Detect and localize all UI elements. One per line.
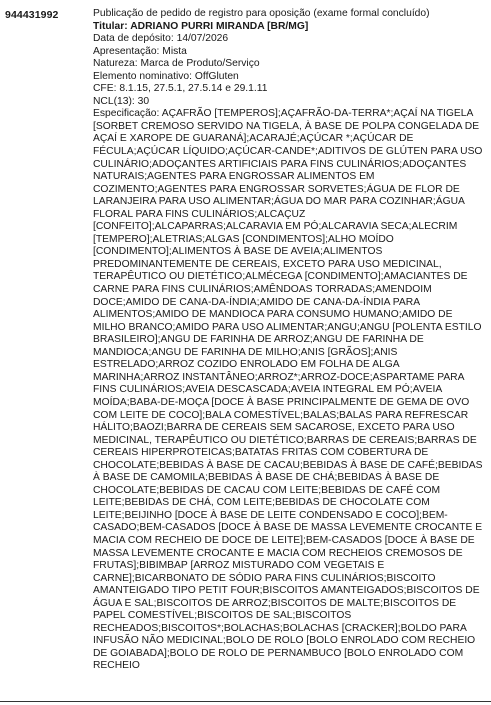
entry-details bbox=[93, 8, 485, 673]
ncl-value: 30 bbox=[137, 95, 150, 107]
ncl-line bbox=[93, 96, 485, 109]
nominative-element-line bbox=[93, 71, 485, 84]
nominative-element-label: Elemento nominativo: bbox=[93, 70, 193, 82]
nature-value: Marca de Produto/Serviço bbox=[140, 58, 260, 70]
deposit-date-label: Data de depósito: bbox=[93, 33, 174, 45]
cfe-value: 8.1.15, 27.5.1, 27.5.14 e 29.1.11 bbox=[119, 83, 268, 95]
dispatch-description: Publicação de pedido de registro para oposição (exame formal concluído) bbox=[93, 8, 430, 19]
cfe-line bbox=[93, 83, 485, 96]
presentation-value: Mista bbox=[162, 45, 187, 57]
presentation-label: Apresentação: bbox=[93, 45, 160, 57]
specification-paragraph bbox=[93, 108, 485, 673]
holder-name: ADRIANO PURRI MIRANDA [BR/MG] bbox=[130, 20, 309, 32]
presentation-line bbox=[93, 46, 485, 59]
holder-label: Titular: bbox=[93, 20, 128, 32]
nature-line bbox=[93, 58, 485, 71]
bottom-divider bbox=[0, 701, 491, 702]
holder-line bbox=[93, 21, 485, 34]
deposit-date-line bbox=[93, 33, 485, 46]
deposit-date-value: 14/07/2026 bbox=[176, 33, 229, 45]
process-number: 944431992 bbox=[5, 9, 59, 21]
specification-label: Especificação: bbox=[93, 108, 160, 120]
nature-label: Natureza: bbox=[93, 58, 138, 70]
ncl-label: NCL(13): bbox=[93, 95, 135, 107]
specification-text: AÇAFRÃO [TEMPEROS];AÇAFRÃO-DA-TERRA*;AÇAÍ NA TIGELA [SORBET CREMOSO SERVIDO NA TIGELA, À BASE DE POLPA CONGELADA DE AÇAÍ E XAROPE DE GUARANÁ];ACARAJÉ;AÇÚCAR *;AÇÚCAR DE FÉCULA;AÇÚCAR LÍQUIDO;AÇÚCAR-CANDE*;ADITIVOS DE GLÚTEN PARA USO CULINÁRIO;ADOÇANTES ARTIFICIAIS PARA FINS CULINÁRIOS;ADOÇANTES NATURAIS;AGENTES PARA ENGROSSAR ALIMENTOS EM COZIMENTO;AGENTES PARA ENGROSSAR SORVETES;ÁGUA DE FLOR DE LARANJEIRA PARA USO ALIMENTAR;ÁGUA DO MAR PARA COZINHAR;ÁGUA FLORAL PARA FINS CULINÁRIOS;ALCAÇUZ [CONFEITO];ALCAPARRAS;ALCARAVIA EM PÓ;ALCARAVIA SECA;ALECRIM [TEMPERO];ALETRIAS;ALGAS [CONDIMENTOS];ALHO MOÍDO [CONDIMENTO];ALIMENTOS À BASE DE AVEIA;ALIMENTOS PREDOMINANTEMENTE DE CEREAIS, EXCETO PARA USO MEDICINAL, TERAPÊUTICO OU DIETÉTICO;ALMÉCEGA [CONDIMENTO];AMACIANTES DE CARNE PARA FINS CULINÁRIOS;AMÊNDOAS TORRADAS;AMENDOIM DOCE;AMIDO DE CANA-DA-ÍNDIA;AMIDO DE CANA-DA-ÍNDIA PARA ALIMENTOS;AMIDO DE MANDIOCA PARA CONSUMO HUMANO;AMIDO DE MILHO BRANCO;AMIDO PARA USO ALIMENTAR;ANGU;ANGU [POLENTA ESTILO BRASILEIRO];ANGU DE FARINHA DE ARROZ;ANGU DE FARINHA DE MANDIOCA;ANGU DE FARINHA DE MILHO;ANIS [GRÃOS];ANIS ESTRELADO;ARROZ COZIDO ENROLADO EM FOLHA DE ALGA MARINHA;ARROZ INSTANTÂNEO;ARROZ*;ARROZ-DOCE;ASPARTAME PARA FINS CULINÁRIOS;AVEIA DESCASCADA;AVEIA INTEGRAL EM PÓ;AVEIA MOÍDA;BABA-DE-MOÇA [DOCE À BASE PRINCIPALMENTE DE GEMA DE OVO COM LEITE DE COCO];BALA COMESTÍVEL;BALAS;BALAS PARA REFRESCAR HÁLITO;BAOZI;BARRA DE CEREAIS SEM SACAROSE, EXCETO PARA USO MEDICINAL, TERAPÊUTICO OU DIETÉTICO;BARRAS DE CEREAIS;BARRAS DE CEREAIS HIPERPROTEICAS;BATATAS FRITAS COM COBERTURA DE CHOCOLATE;BEBIDAS À BASE DE CACAU;BEBIDAS À BASE DE CAFÉ;BEBIDAS À BASE DE CAMOMILA;BEBIDAS À BASE DE CHÁ;BEBIDAS À BASE DE CHOCOLATE;BEBIDAS DE CACAU COM LEITE;BEBIDAS DE CAFÉ COM LEITE;BEBIDAS DE CHÁ, COM LEITE;BEBIDAS DE CHOCOLATE COM LEITE;BEIJINHO [DOCE À BASE DE LEITE CONDENSADO E COCO];BEM-CASADO;BEM-CASADOS [DOCE À BASE DE MASSA LEVEMENTE CROCANTE E MACIA COM RECHEIO DE DOCE DE LEITE];BEM-CASADOS [DOCE À BASE DE MASSA LEVEMENTE CROCANTE E MACIA COM RECHEIOS CREMOSOS DE FRUTAS];BIBIMBAP [ARROZ MISTURADO COM VEGETAIS E CARNE];BICARBONATO DE SÓDIO PARA FINS CULINÁRIOS;BISCOITO AMANTEIGADO TIPO PETIT FOUR;BISCOITOS AMANTEIGADOS;BISCOITOS DE ÁGUA E SAL;BISCOITOS DE ARROZ;BISCOITOS DE MALTE;BISCOITOS DE PAPEL COMESTÍVEL;BISCOITOS DE SAL;BISCOITOS RECHEADOS;BISCOITOS*;BOLACHAS;BOLACHAS [CRACKER];BOLDO PARA INFUSÃO NÃO MEDICINAL;BOLO DE ROLO [BOLO ENROLADO COM RECHEIO DE GOIABADA];BOLO DE ROLO DE PERNAMBUCO [BOLO ENROLADO COM RECHEIO bbox=[93, 108, 483, 672]
nominative-element-value: OffGluten bbox=[194, 70, 239, 82]
cfe-label: CFE: bbox=[93, 83, 117, 95]
